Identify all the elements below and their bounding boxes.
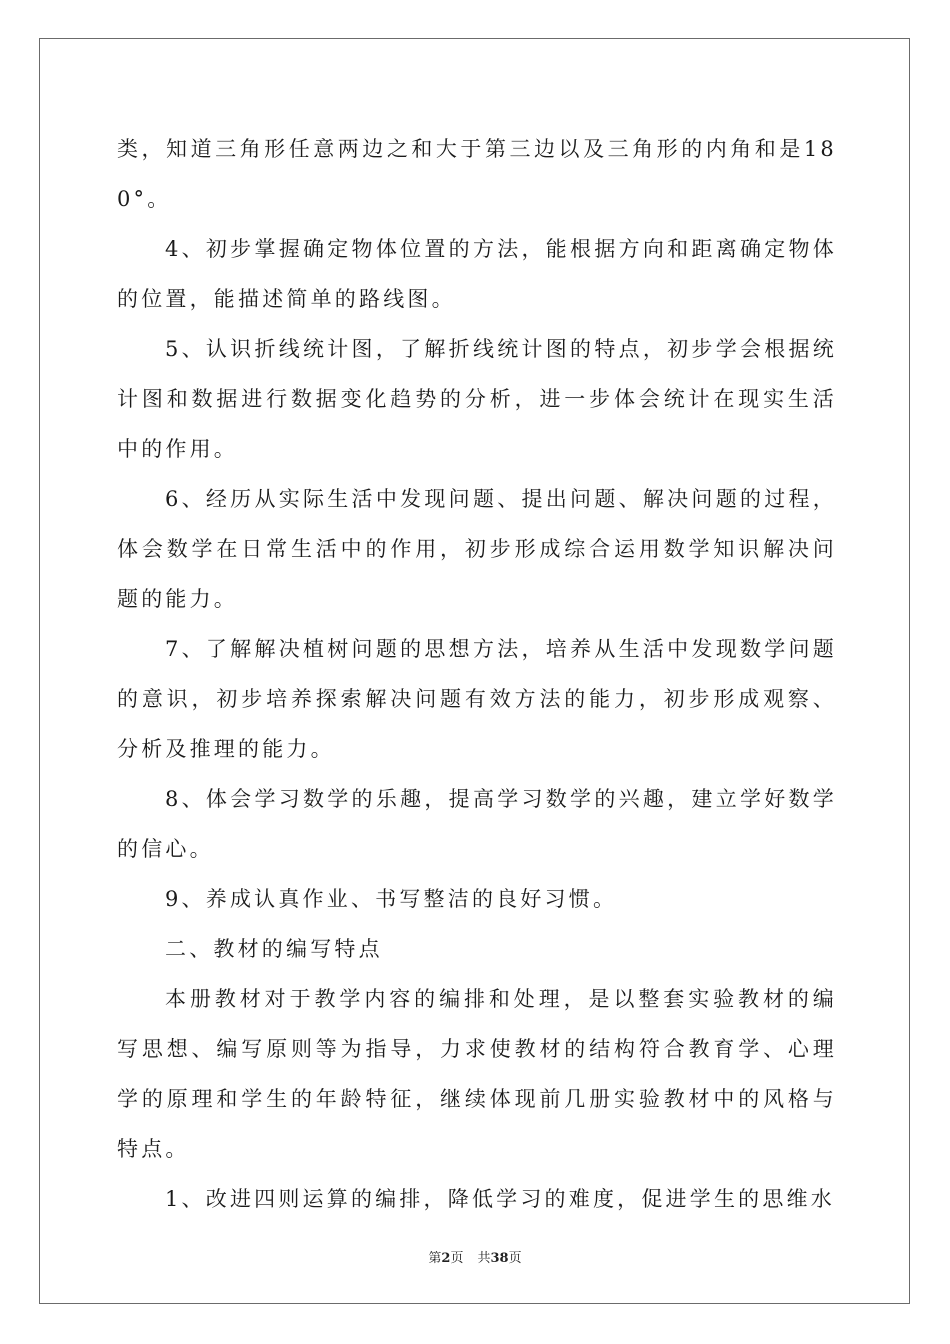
paragraph-2: 4、初步掌握确定物体位置的方法，能根据方向和距离确定物体的位置，能描述简单的路线图。 xyxy=(117,237,837,311)
section-heading: 二、教材的编写特点 xyxy=(165,937,383,961)
paragraph-3: 5、认识折线统计图，了解折线统计图的特点，初步学会根据统计图和数据进行数据变化趋势的分析，进一步体会统计在现实生活中的作用。 xyxy=(117,337,837,461)
paragraph-4: 6、经历从实际生活中发现问题、提出问题、解决问题的过程，体会数学在日常生活中的作用，初步形成综合运用数学知识解决问题的能力。 xyxy=(117,487,837,611)
page-number: 2 xyxy=(441,1251,451,1266)
document-body xyxy=(117,124,837,1224)
paragraph-9: 本册教材对于教学内容的编排和处理，是以整套实验教材的编写思想、编写原则等为指导，力求使教材的结构符合教育学、心理学的原理和学生的年龄特征，继续体现前几册实验教材中的风格与特点。 xyxy=(117,987,837,1161)
paragraph-1: 类，知道三角形任意两边之和大于第三边以及三角形的内角和是180°。 xyxy=(117,137,837,211)
page-suffix: 页 xyxy=(450,1251,464,1266)
paragraph-10: 1、改进四则运算的编排，降低学习的难度，促进学生的思维水 xyxy=(165,1187,835,1211)
paragraph-6: 8、体会学习数学的乐趣，提高学习数学的兴趣，建立学好数学的信心。 xyxy=(117,787,837,861)
page-prefix: 第 xyxy=(428,1251,442,1266)
paragraph-5: 7、了解解决植树问题的思想方法，培养从生活中发现数学问题的意识，初步培养探索解决问题有效方法的能力，初步形成观察、分析及推理的能力。 xyxy=(117,637,837,761)
page-footer xyxy=(0,1247,950,1266)
total-suffix: 页 xyxy=(508,1251,522,1266)
total-prefix: 共 xyxy=(477,1251,491,1266)
total-pages: 38 xyxy=(490,1251,509,1266)
paragraph-7: 9、养成认真作业、书写整洁的良好习惯。 xyxy=(165,887,618,911)
